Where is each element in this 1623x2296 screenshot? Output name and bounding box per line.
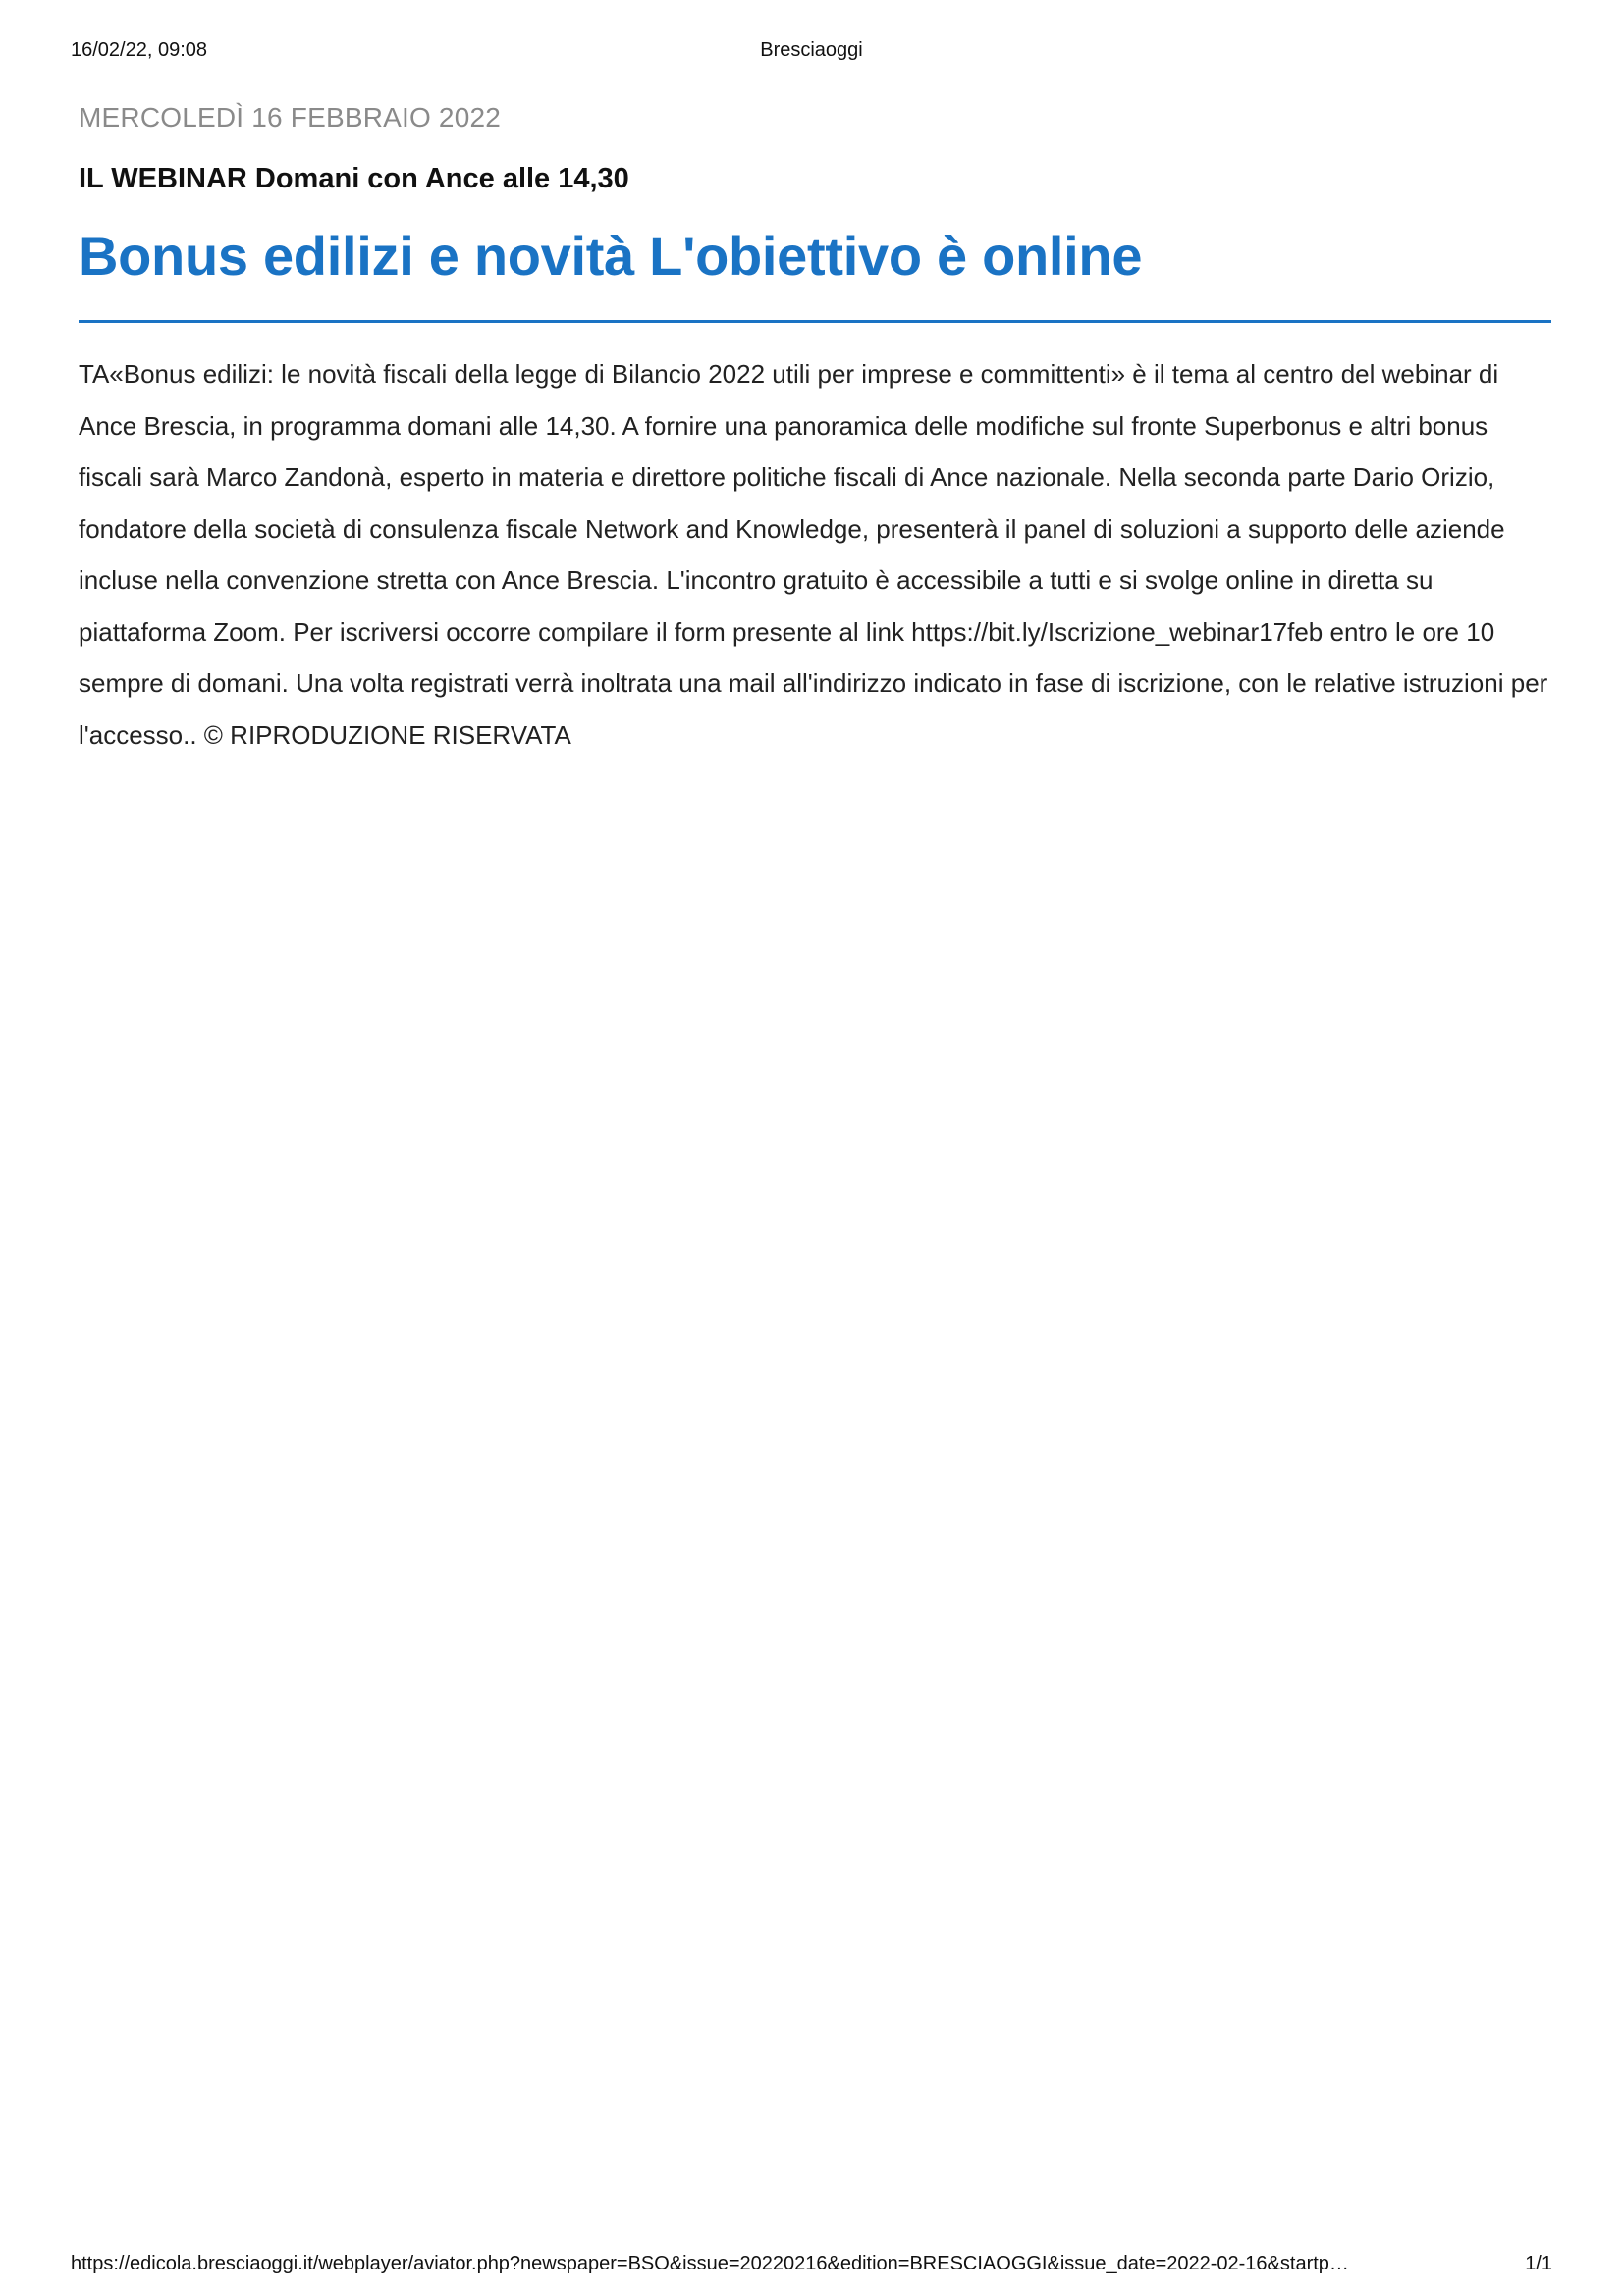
article <box>79 98 1551 761</box>
headline-divider <box>79 320 1551 323</box>
print-source-url: https://edicola.bresciaoggi.it/webplayer/aviator.php?newspaper=BSO&issue=20220216&edition=BRESCIAOGGI&issue_date=2022-02-16&startp… <box>71 2253 1349 2274</box>
article-headline: Bonus edilizi e novità L'obiettivo è online <box>79 225 1143 287</box>
print-datetime: 16/02/22, 09:08 <box>71 39 208 61</box>
print-site-title: Bresciaoggi <box>760 39 863 61</box>
print-page-number: 1/1 <box>1525 2253 1552 2274</box>
print-footer <box>71 2253 1552 2282</box>
article-kicker: IL WEBINAR Domani con Ance alle 14,30 <box>79 163 629 194</box>
article-body: TA«Bonus edilizi: le novità fiscali della legge di Bilancio 2022 utili per imprese e committenti» è il tema al centro del webinar di Ance Brescia, in programma domani alle 14,30. A fornire una panoramica delle modifiche sul fronte Superbonus e altri bonus fiscali sarà Marco Zandonà, esperto in materia e direttore politiche fiscali di Ance nazionale. Nella seconda parte Dario Orizio, fondatore della società di consulenza fiscale Network and Knowledge, presenterà il panel di soluzioni a supporto delle aziende incluse nella convenzione stretta con Ance Brescia. L'incontro gratuito è accessibile a tutti e si svolge online in diretta su piattaforma Zoom. Per iscriversi occorre compilare il form presente al link https://bit.ly/Iscrizione_webinar17feb entro le ore 10 sempre di domani. Una volta registrati verrà inoltrata una mail all'indirizzo indicato in fase di iscrizione, con le relative istruzioni per l'accesso.. © RIPRODUZIONE RISERVATA <box>79 359 1548 750</box>
article-date: MERCOLEDÌ 16 FEBBRAIO 2022 <box>79 102 502 133</box>
print-header <box>71 39 1552 69</box>
